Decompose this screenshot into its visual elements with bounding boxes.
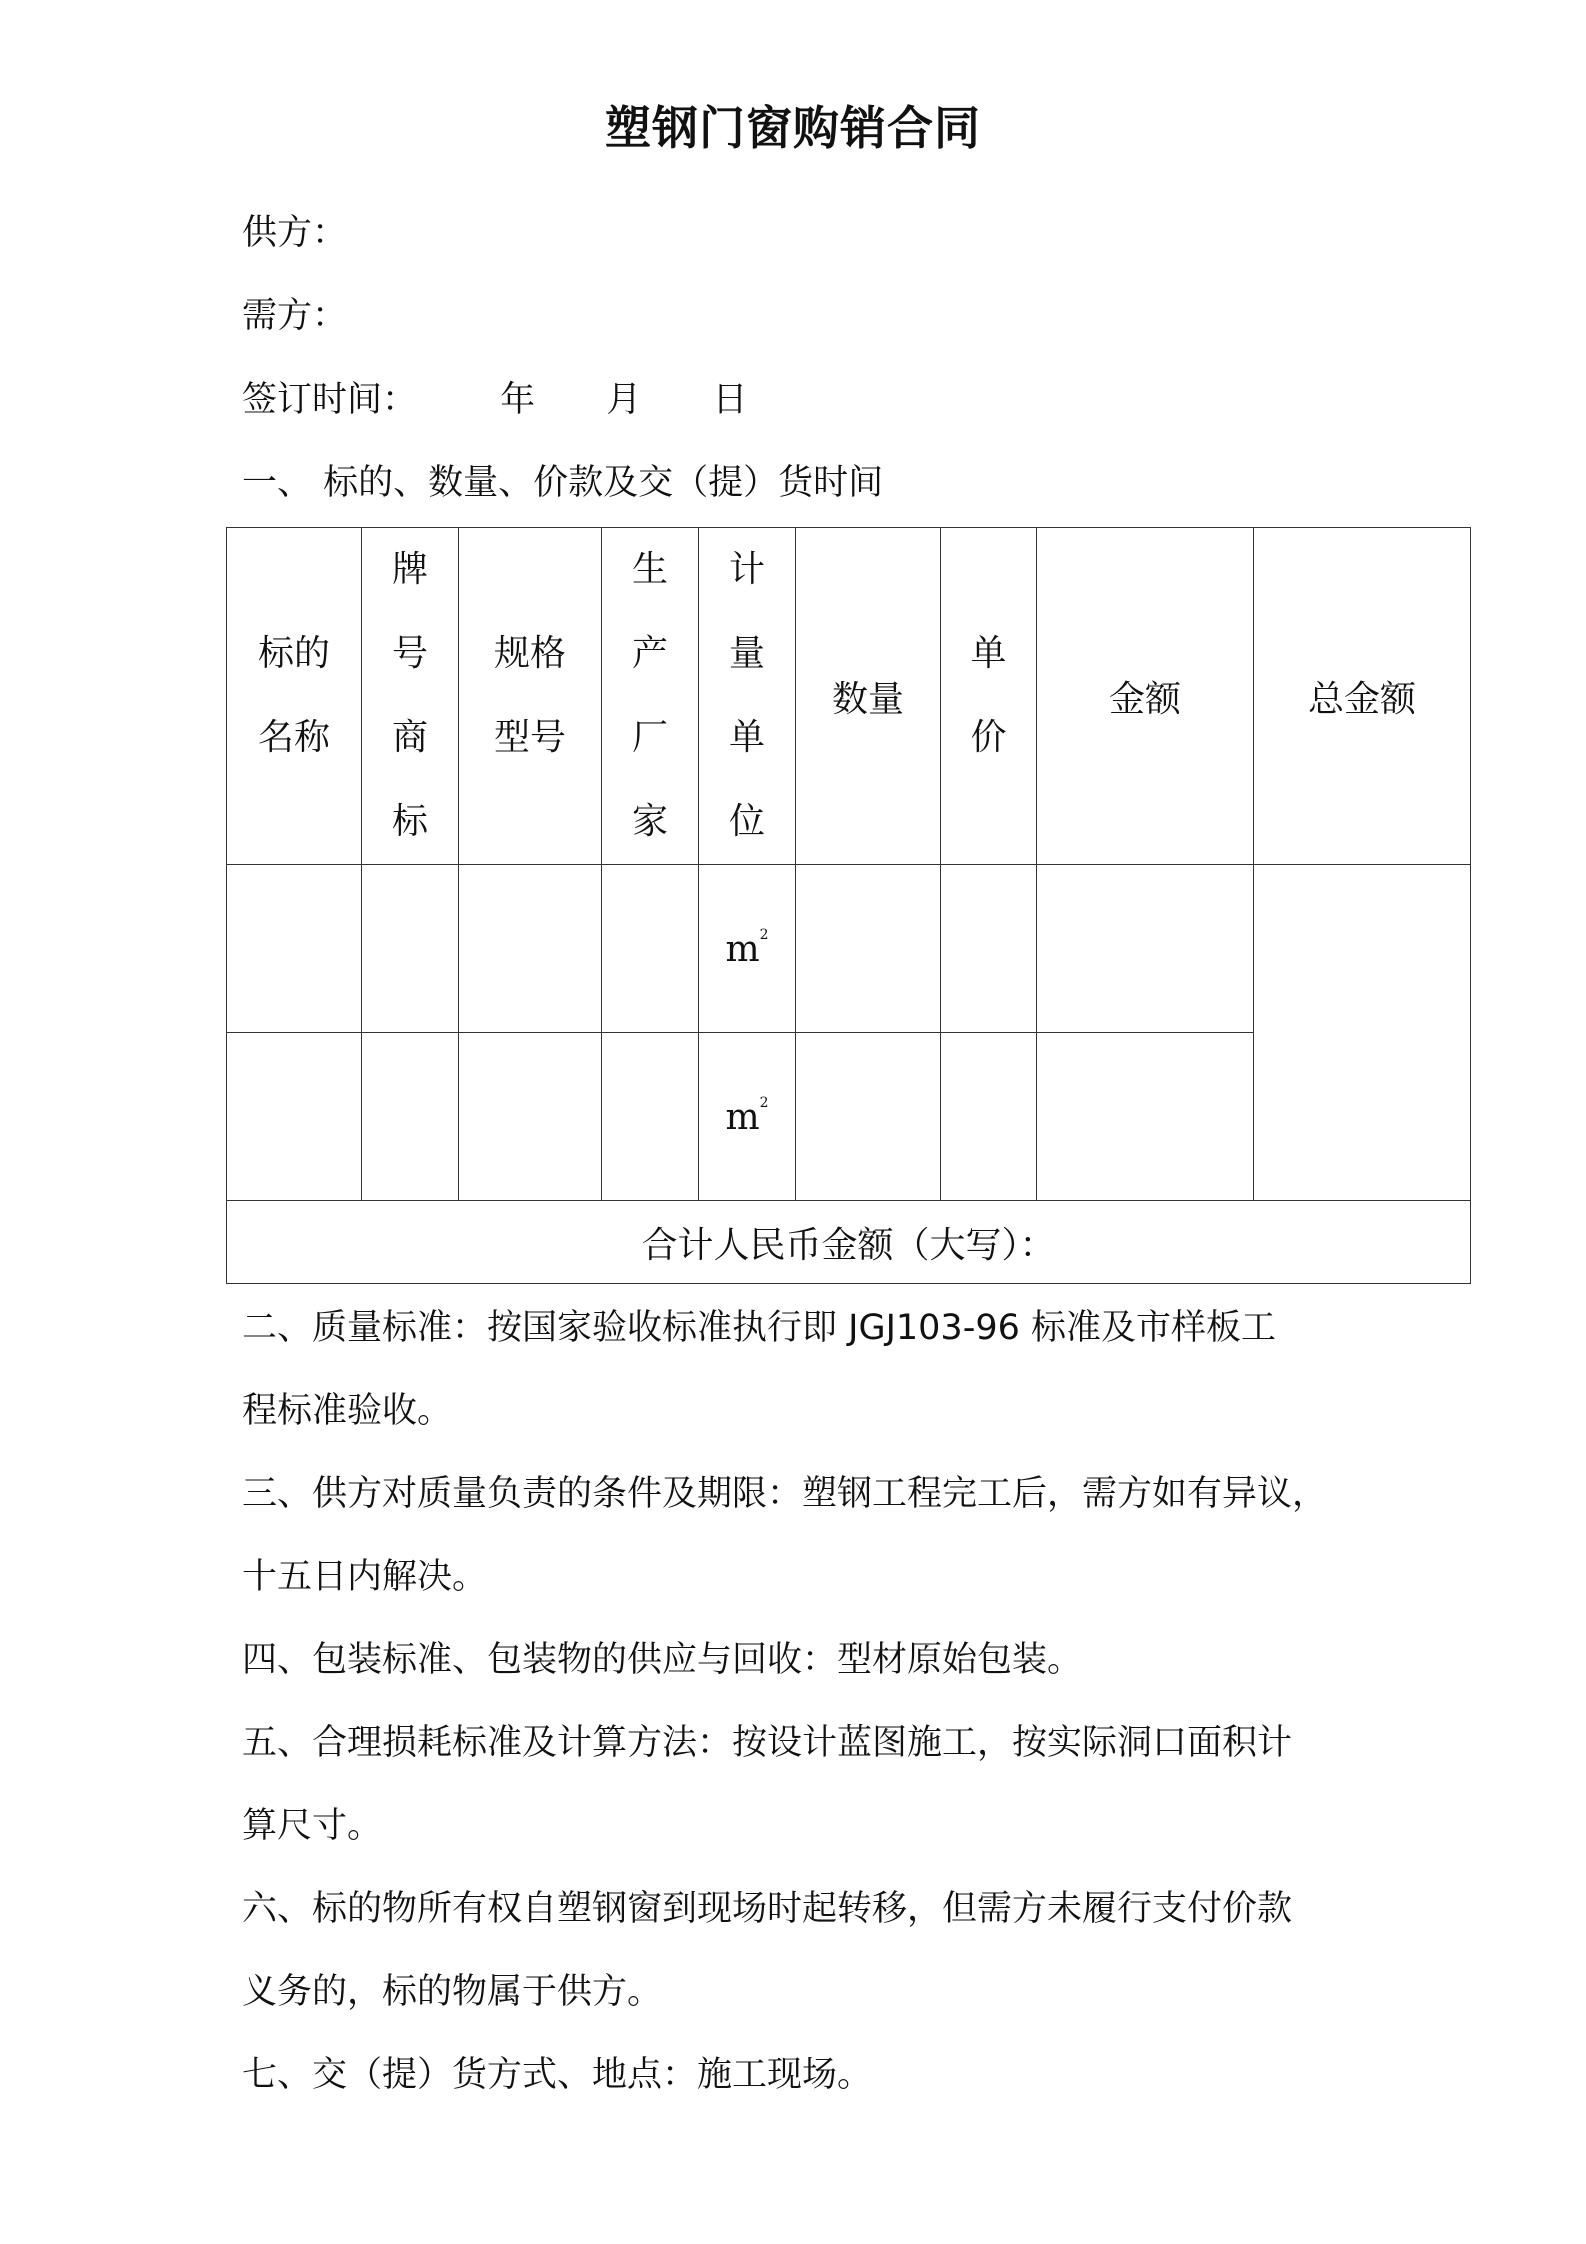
day-label: 日 xyxy=(712,380,748,420)
header-total-amount: 总金额 xyxy=(1254,528,1471,865)
cell-item-name[interactable] xyxy=(227,865,362,1033)
cell-amount[interactable] xyxy=(1037,865,1254,1033)
header-spec: 规格型号 xyxy=(459,528,602,865)
cell-quantity[interactable] xyxy=(796,1033,941,1201)
header-unit: 计量单位 xyxy=(699,528,796,865)
cell-manufacturer[interactable] xyxy=(602,1033,699,1201)
sign-date-label: 签订时间： xyxy=(242,380,418,420)
total-row xyxy=(227,1201,1471,1284)
contract-title: 塑钢门窗购销合同 xyxy=(605,101,981,155)
clause-5-cont: 算尺寸。 xyxy=(242,1806,383,1846)
year-label: 年 xyxy=(500,380,536,420)
cell-quantity[interactable] xyxy=(796,865,941,1033)
header-brand: 牌号商标 xyxy=(362,528,459,865)
supplier-label: 供方： xyxy=(242,213,348,253)
clause-3: 三、供方对质量负责的条件及期限：塑钢工程完工后，需方如有异议， xyxy=(242,1474,1328,1514)
clause-2-cont: 程标准验收。 xyxy=(242,1391,453,1431)
table-row xyxy=(227,865,1471,1033)
cell-spec[interactable] xyxy=(459,865,602,1033)
cell-manufacturer[interactable] xyxy=(602,865,699,1033)
table-header-row xyxy=(227,528,1471,865)
header-item-name: 标的名称 xyxy=(227,528,362,865)
total-amount-in-words[interactable]: 合计人民币金额（大写）： xyxy=(227,1201,1471,1284)
goods-table xyxy=(226,527,1471,1284)
cell-unit: $m^2$ xyxy=(699,1033,796,1201)
sign-date-line xyxy=(242,372,747,422)
clause-3-cont: 十五日内解决。 xyxy=(242,1557,488,1597)
clause-7: 七、交（提）货方式、地点：施工现场。 xyxy=(242,2055,873,2095)
clause-6-cont: 义务的，标的物属于供方。 xyxy=(242,1972,663,2012)
header-unit-price: 单价 xyxy=(941,528,1037,865)
cell-total-amount[interactable] xyxy=(1254,865,1471,1201)
clause-6: 六、标的物所有权自塑钢窗到现场时起转移，但需方未履行支付价款 xyxy=(242,1889,1293,1929)
cell-unit-price[interactable] xyxy=(941,1033,1037,1201)
header-amount: 金额 xyxy=(1037,528,1254,865)
header-quantity: 数量 xyxy=(796,528,941,865)
month-label: 月 xyxy=(606,380,642,420)
cell-brand[interactable] xyxy=(362,1033,459,1201)
clause-4: 四、包装标准、包装物的供应与回收：型材原始包装。 xyxy=(242,1640,1083,1680)
cell-item-name[interactable] xyxy=(227,1033,362,1201)
buyer-label: 需方： xyxy=(242,296,348,336)
clause-5: 五、合理损耗标准及计算方法：按设计蓝图施工，按实际洞口面积计 xyxy=(242,1723,1293,1763)
clause-2: 二、质量标准：按国家验收标准执行即 JGJ103-96 标准及市样板工 xyxy=(242,1308,1276,1348)
cell-amount[interactable] xyxy=(1037,1033,1254,1201)
cell-unit: $m^2$ xyxy=(699,865,796,1033)
header-manufacturer: 生产厂家 xyxy=(602,528,699,865)
section-1-heading: 一、 标的、数量、价款及交（提）货时间 xyxy=(242,463,884,503)
cell-brand[interactable] xyxy=(362,865,459,1033)
cell-spec[interactable] xyxy=(459,1033,602,1201)
cell-unit-price[interactable] xyxy=(941,865,1037,1033)
